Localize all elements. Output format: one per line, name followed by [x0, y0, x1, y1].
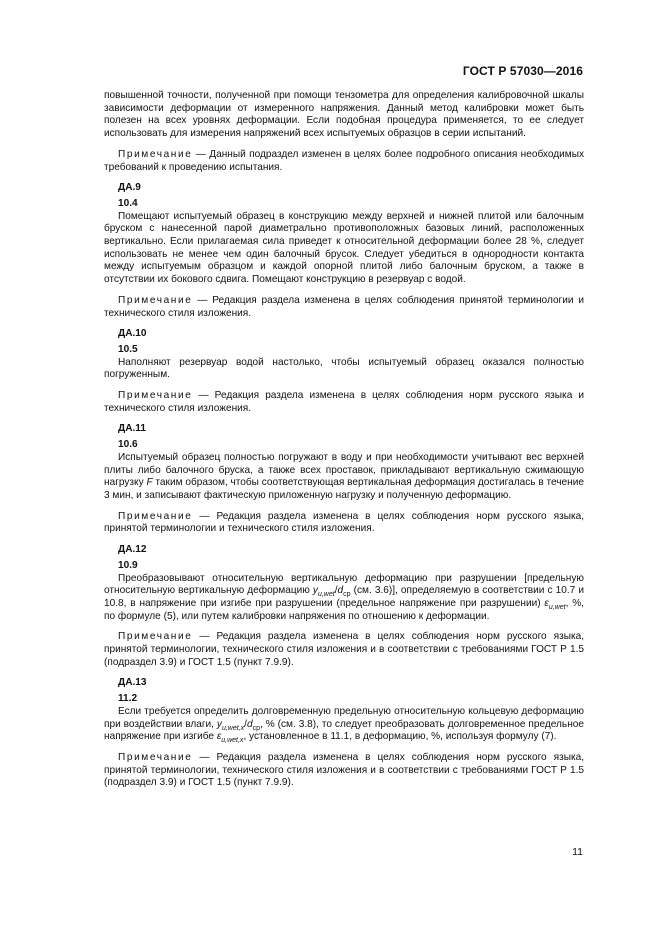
- note-text: Редакция раздела изменена в целях соблюдения норм русского языка, принятой терминологии и технического стиля изложения.: [104, 510, 585, 535]
- note-text: Редакция раздела изменена в целях соблюдения норм русского языка и технического стиля изложения.: [104, 390, 584, 414]
- paragraph-10-6: [104, 452, 584, 503]
- symbol-epsilon: ε: [544, 597, 549, 609]
- text-run: (см. 3.6)], определяемую в соответствии с 10.7 и 10.8, в напряжение при изгибе при разрушении (предельное напряжение при разрушении): [104, 585, 584, 609]
- symbol-force: F: [146, 477, 153, 489]
- paragraph-11-2: [104, 706, 584, 744]
- symbol-y: y: [312, 585, 318, 597]
- note-3: [104, 390, 584, 415]
- section-heading-da11: ДА.11: [118, 423, 146, 435]
- note-text: Данный подраздел изменен в целях более подробного описания необходимых требований к проведению испытания.: [104, 148, 585, 173]
- clause-number-11-2: 11.2: [118, 693, 138, 705]
- text-run: , %, по формуле (5), или путем калибровки напряжения по отношению к деформации.: [104, 597, 584, 622]
- text-run: , % (см. 3.8), то следует преобразовать долговременное предельное напряжение при изгибе: [104, 718, 584, 743]
- clause-number-10-9: 10.9: [118, 559, 138, 571]
- symbol-d: d: [337, 585, 344, 597]
- note-dash: —: [192, 294, 213, 306]
- text-run: , установленное в 11.1, в деформацию, %, используя формулу (7).: [243, 731, 557, 743]
- text-run: Если требуется определить долговременную предельную относительную кольцевую деформацию при воздействии влаги,: [104, 705, 584, 730]
- note-dash: —: [192, 751, 217, 763]
- note-text: Редакция раздела изменена в целях соблюдения принятой терминологии и технического стиля изложения.: [104, 294, 584, 319]
- note-5: [104, 631, 584, 669]
- symbol-slash: /: [244, 718, 247, 730]
- document-body: [104, 90, 584, 790]
- symbol-epsilon: ε: [216, 731, 222, 743]
- note-label: Примечание: [118, 510, 193, 522]
- note-2: [104, 295, 584, 320]
- section-heading-da9: ДА.9: [118, 182, 141, 194]
- note-label: Примечание: [118, 751, 193, 763]
- subscript: cp: [252, 724, 260, 732]
- note-text: Редакция раздела изменена в целях соблюдения норм русского языка, принятой терминологии, технического стиля изложения и в соответствии с требованиями ГОСТ Р 1.5 (подраздел 3.9) и ГОСТ 1.5 (пункт 7.9.9).: [104, 751, 585, 789]
- paragraph-10-9: [104, 573, 584, 624]
- section-heading-da10: ДА.10: [118, 328, 147, 340]
- clause-number-10-5: 10.5: [118, 343, 138, 355]
- note-dash: —: [192, 148, 210, 160]
- note-label: Примечание: [118, 390, 193, 402]
- symbol-y: y: [216, 718, 222, 730]
- note-dash: —: [192, 390, 215, 402]
- note-label: Примечание: [118, 631, 193, 643]
- text-run: таким образом, чтобы соответствующая вертикальная деформация достигалась в течение 3 мин, и записывают фактическую приложенную нагрузку и полученную деформацию.: [104, 477, 584, 501]
- note-dash: —: [192, 510, 217, 522]
- symbol-d: d: [246, 718, 253, 730]
- subscript: u,wet,x: [221, 724, 245, 732]
- note-text: Редакция раздела изменена в целях соблюдения норм русского языка, принятой терминологии, технического стиля изложения и в соответствии с требованиями ГОСТ Р 1.5 (подраздел 3.9) и ГОСТ 1.5 (пункт 7.9.9).: [104, 631, 585, 668]
- note-label: Примечание: [118, 148, 193, 160]
- page-number: 11: [572, 846, 583, 858]
- clause-number-10-4: 10.4: [118, 197, 138, 209]
- text-run: Преобразовывают относительную вертикальную деформацию при разрушении [предельную относительную вертикальную деформацию: [104, 572, 584, 597]
- note-6: [104, 752, 584, 790]
- note-label: Примечание: [118, 294, 193, 306]
- symbol-slash: /: [334, 585, 338, 597]
- section-heading-da13: ДА.13: [118, 677, 147, 689]
- note-1: [104, 149, 584, 174]
- paragraph-10-5: Наполняют резервуар водой настолько, чтобы испытуемый образец оказался полностью погруженным.: [104, 356, 584, 381]
- clause-number-10-6: 10.6: [118, 439, 138, 451]
- subscript: u,wet: [317, 591, 335, 599]
- note-4: [104, 511, 584, 536]
- subscript: cp: [343, 591, 351, 599]
- subscript: u,wet: [548, 603, 566, 611]
- note-dash: —: [192, 631, 217, 643]
- paragraph-10-4: Помещают испытуемый образец в конструкцию между верхней и нижней плитой или балочным бруском с нанесенной парой диаметрально противоположных базовых линий, расположенных вертикально. Если прилагаемая сила приведет к относительной деформации более 28 %, следует использовать не менее чем один балочный брусок. Следует убедиться в однородности контакта между испытуемым образцом и каждой опорной плитой либо балочным бруском, а также в отсутствии их бокового сдвига. Помещают конструкцию в резервуар с водой.: [104, 210, 584, 286]
- subscript: u,wet,x: [221, 737, 244, 745]
- paragraph-intro: повышенной точности, полученной при помощи тензометра для определения калибровочной шкалы зависимости деформации от измеренного напряжения. Данный метод калибровки может быть полезен на всех уровнях деформации. Если подобная процедура применяется, то ее следует использовать для измерения напряжений всех испытуемых образцов в серии испытаний.: [104, 90, 584, 140]
- text-run: Испытуемый образец полностью погружают в воду и при необходимости учитывают вес верхней плиты либо балочного бруска, а также всех проставок, прикладывают вертикальную сжимающую нагрузку: [104, 451, 584, 489]
- section-heading-da12: ДА.12: [118, 544, 147, 556]
- standard-designation: ГОСТ Р 57030—2016: [462, 64, 583, 78]
